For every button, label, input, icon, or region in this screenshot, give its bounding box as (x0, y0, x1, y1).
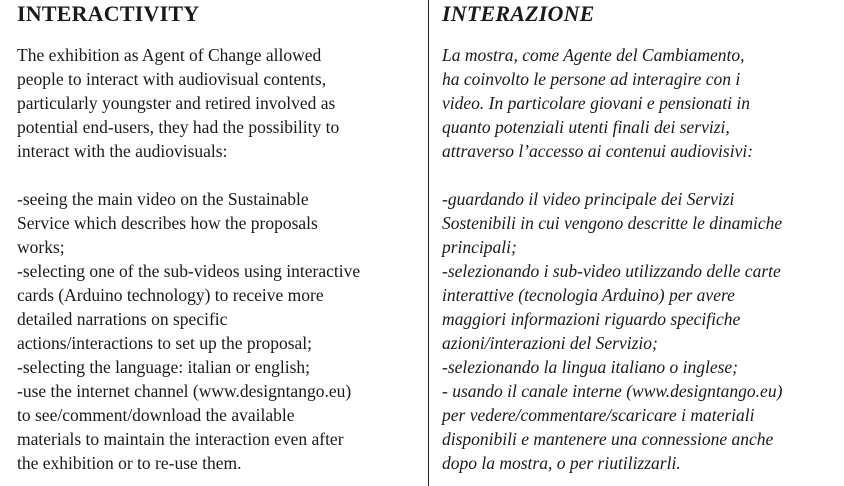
column-divider (428, 0, 429, 486)
english-intro-line: potential end-users, they had the possibility to (17, 117, 340, 137)
italian-text (442, 43, 842, 475)
italian-column (442, 0, 842, 475)
italian-intro-line: video. In particolare giovani e pensionati in (442, 93, 750, 113)
italian-intro-line: La mostra, come Agente del Cambiamento, (442, 45, 745, 65)
english-item-line: works; (17, 237, 65, 257)
italian-item-line: -guardando il video principale dei Servizi (442, 189, 735, 209)
english-heading: INTERACTIVITY (17, 1, 200, 26)
italian-item-line: per vedere/commentare/scaricare i materiali (442, 405, 755, 425)
english-text (17, 43, 417, 475)
italian-item-line: -selezionando la lingua italiano o inglese; (442, 357, 739, 377)
italian-item-line: disponibili e mantenere una connessione anche (442, 429, 774, 449)
italian-intro-line: quanto potenziali utenti finali dei servizi, (442, 117, 730, 137)
italian-item-line: dopo la mostra, o per riutilizzarli. (442, 453, 681, 473)
english-item-line: -seeing the main video on the Sustainable (17, 189, 309, 209)
english-intro-line: people to interact with audiovisual contents, (17, 69, 327, 89)
english-intro-line: particularly youngster and retired involved as (17, 93, 336, 113)
italian-intro-line: ha coinvolto le persone ad interagire con i (442, 69, 741, 89)
english-item-line: materials to maintain the interaction even after (17, 429, 344, 449)
english-intro-line: The exhibition as Agent of Change allowed (17, 45, 322, 65)
english-intro-line: interact with the audiovisuals: (17, 141, 228, 161)
english-item-line: to see/comment/download the available (17, 405, 295, 425)
italian-item-line: Sostenibili in cui vengono descritte le dinamiche (442, 213, 783, 233)
english-item-line: -selecting one of the sub-videos using interactive (17, 261, 361, 281)
english-item-line: actions/interactions to set up the proposal; (17, 333, 313, 353)
italian-item-line: - usando il canale interne (www.designtango.eu) (442, 381, 783, 401)
paragraph-gap (17, 163, 417, 187)
italian-item-line: principali; (442, 237, 517, 257)
english-item-line: Service which describes how the proposals (17, 213, 318, 233)
english-item-line: -selecting the language: italian or english; (17, 357, 311, 377)
italian-item-line: maggiori informazioni riguardo specifiche (442, 309, 741, 329)
english-item-line: the exhibition or to re-use them. (17, 453, 242, 473)
italian-item-line: interattive (tecnologia Arduino) per avere (442, 285, 735, 305)
italian-item-line: azioni/interazioni del Servizio; (442, 333, 658, 353)
english-column (17, 0, 417, 475)
english-item-line: cards (Arduino technology) to receive more (17, 285, 324, 305)
english-item-line: -use the internet channel (www.designtango.eu) (17, 381, 352, 401)
italian-intro-line: attraverso l’accesso ai contenui audiovisivi: (442, 141, 754, 161)
italian-item-line: -selezionando i sub-video utilizzando delle carte (442, 261, 781, 281)
italian-heading: INTERAZIONE (442, 1, 595, 26)
english-item-line: detailed narrations on specific (17, 309, 228, 329)
paragraph-gap (442, 163, 842, 187)
